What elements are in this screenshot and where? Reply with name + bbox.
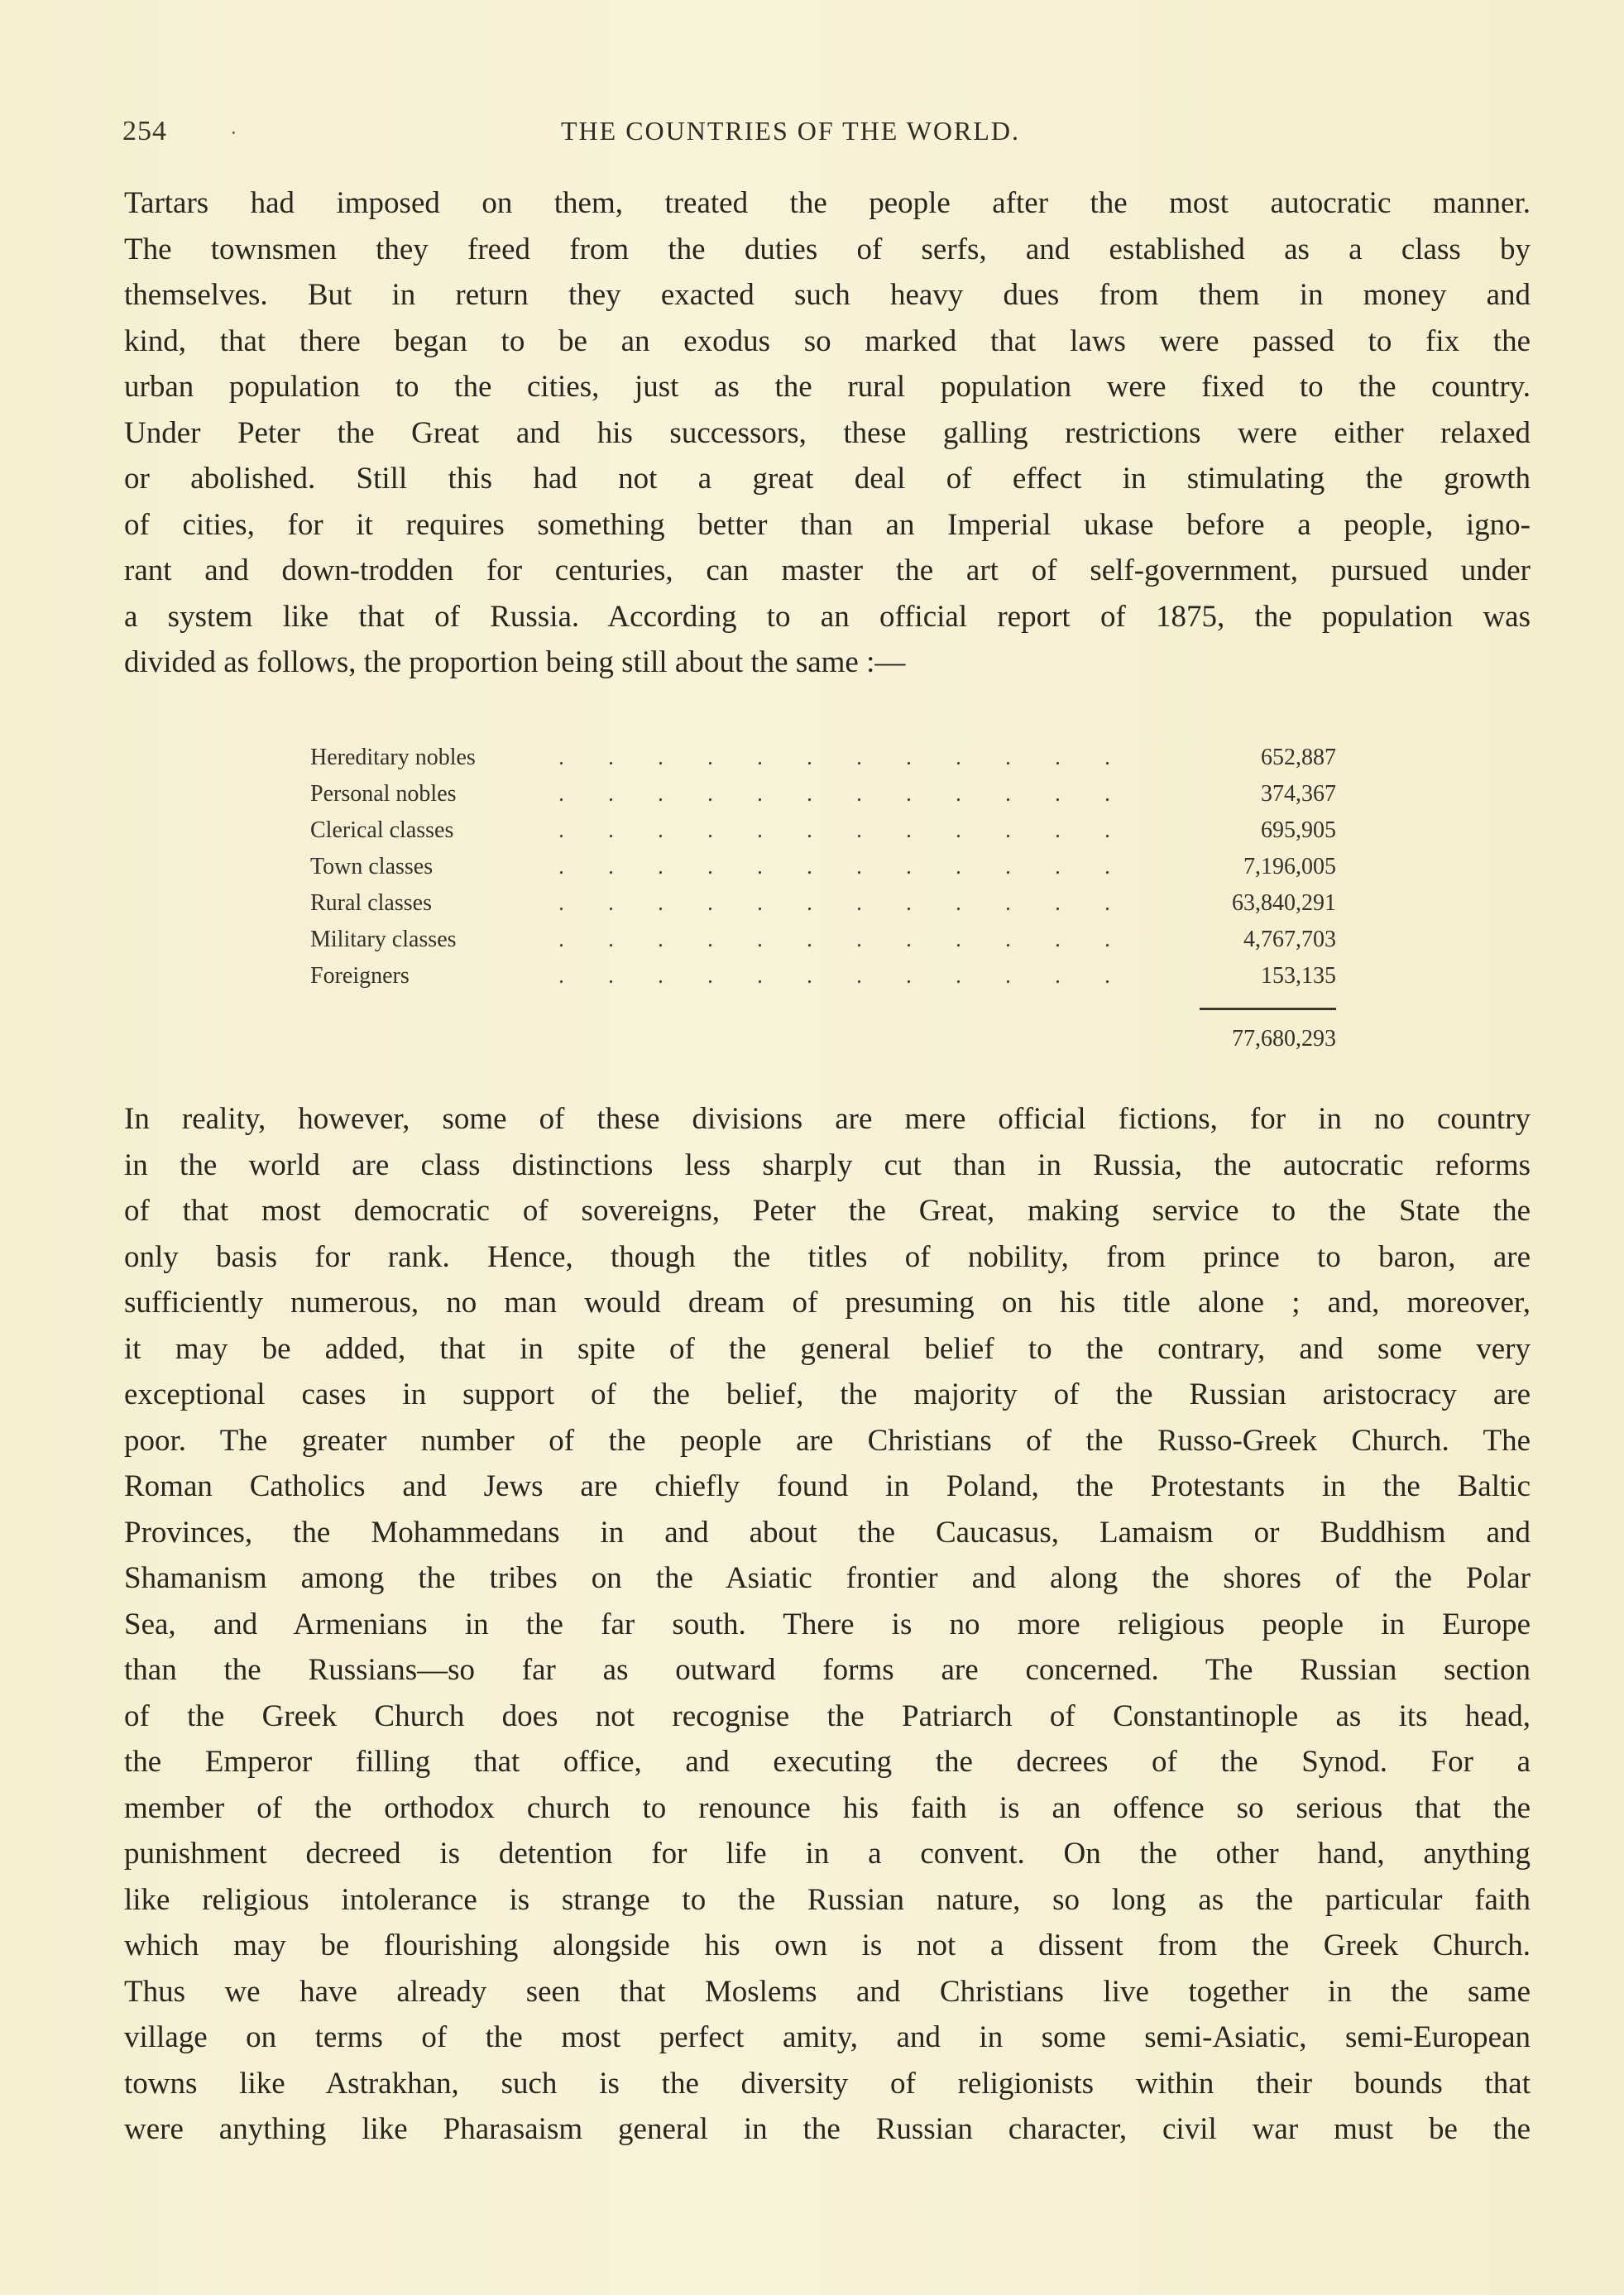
text-line: urban population to the cities, just as the rural population were fixed to the country. [124,370,1531,404]
running-title: THE COUNTRIES OF THE WORLD. [561,116,1021,146]
population-value: 4,767,703 [1243,927,1336,952]
population-value: 63,840,291 [1232,890,1336,916]
dot-leader: . . . . . . . . . . . . [558,963,1129,989]
text-line: village on terms of the most perfect amity, and in some semi-Asiatic, semi-European [124,2020,1531,2054]
text-line: Sea, and Armenians in the far south. There is no more religious people in Europe [124,1607,1531,1641]
text-line: than the Russians—so far as outward forms are concerned. The Russian section [124,1653,1531,1687]
text-line: of the Greek Church does not recognise the Patriarch of Constantinople as its head, [124,1698,1531,1733]
text-line: divided as follows, the proportion being still about the same :— [124,645,906,679]
text-line: of that most democratic of sovereigns, Peter the Great, making service to the State the [124,1194,1531,1228]
population-table [310,745,1336,1052]
text-line: like religious intolerance is strange to the Russian nature, so long as the particular faith [124,1882,1531,1917]
dot-leader: . . . . . . . . . . . . [558,745,1129,770]
class-label: Town classes [310,854,434,879]
text-line: Shamanism among the tribes on the Asiatic frontier and along the shores of the Polar [124,1561,1531,1595]
text-line: themselves. But in return they exacted such heavy dues from them in money and [124,278,1531,312]
text-line: exceptional cases in support of the belief, the majority of the Russian aristocracy are [124,1377,1531,1411]
dot-leader: . . . . . . . . . . . . [558,927,1129,952]
sum-rule [1200,1008,1336,1010]
text-line: Thus we have already seen that Moslems and Christians live together in the same [124,1974,1531,2009]
text-line: The townsmen they freed from the duties of serfs, and established as a class by [124,232,1531,266]
text-line: or abolished. Still this had not a great deal of effect in stimulating the growth [124,462,1531,496]
text-line: Roman Catholics and Jews are chiefly found in Poland, the Protestants in the Baltic [124,1469,1531,1503]
dot-leader: . . . . . . . . . . . . [558,854,1129,879]
text-line: In reality, however, some of these divisions are mere official fictions, for in no country [124,1102,1531,1136]
text-line: a system like that of Russia. According to an official report of 1875, the population was [124,599,1531,634]
table-row [310,927,1336,963]
class-label: Clerical classes [310,817,454,843]
text-line: the Emperor filling that office, and executing the decrees of the Synod. For a [124,1745,1531,1779]
class-label: Rural classes [310,890,432,916]
population-value: 7,196,005 [1243,854,1336,879]
class-label: Personal nobles [310,781,457,807]
dot-leader: . . . . . . . . . . . . [558,890,1129,916]
table-row [310,817,1336,854]
class-label: Military classes [310,927,457,952]
text-line: kind, that there began to be an exodus so marked that laws were passed to fix the [124,323,1531,358]
dot-leader: . . . . . . . . . . . . [558,817,1129,843]
text-line: which may be flourishing alongside his own is not a dissent from the Greek Church. [124,1928,1531,1962]
population-value: 153,135 [1261,963,1336,989]
text-line: Under Peter the Great and his successors, these galling restrictions were either relaxed [124,415,1531,450]
table-row [310,745,1336,781]
table-row [310,963,1336,999]
text-line: Tartars had imposed on them, treated the people after the most autocratic manner. [124,186,1531,220]
text-line: it may be added, that in spite of the general belief to the contrary, and some very [124,1331,1531,1366]
text-line: were anything like Pharasaism general in the Russian character, civil war must be the [124,2112,1531,2146]
table-row [310,781,1336,817]
population-value: 652,887 [1261,745,1336,770]
text-line: sufficiently numerous, no man would dream of presuming on his title alone ; and, moreover, [124,1286,1531,1320]
text-line: punishment decreed is detention for life in a convent. On the other hand, anything [124,1837,1531,1871]
paragraph-religion [124,1096,1531,2153]
running-head [122,116,1529,157]
table-row [310,854,1336,890]
paragraph-class-history [124,180,1531,686]
text-line: member of the orthodox church to renounce his faith is an offence so serious that the [124,1790,1531,1825]
text-line: rant and down-trodden for centuries, can master the art of self-government, pursued under [124,553,1531,587]
population-value: 374,367 [1261,781,1336,807]
text-line: only basis for rank. Hence, though the titles of nobility, from prince to baron, are [124,1239,1531,1274]
dot-leader: . . . . . . . . . . . . [558,781,1129,807]
text-line: poor. The greater number of the people are Christians of the Russo-Greek Church. The [124,1423,1531,1458]
page-dot: · [230,121,237,145]
class-label: Hereditary nobles [310,745,476,770]
table-row [310,890,1336,927]
text-line: towns like Astrakhan, such is the diversity of religionists within their bounds that [124,2066,1531,2101]
population-total: 77,680,293 [1232,1026,1336,1052]
text-line: of cities, for it requires something better than an Imperial ukase before a people, igno- [124,507,1531,542]
class-label: Foreigners [310,963,410,989]
population-value: 695,905 [1261,817,1336,843]
text-line: in the world are class distinctions less sharply cut than in Russia, the autocratic reforms [124,1148,1531,1182]
page-number: 254 [122,116,167,146]
text-line: Provinces, the Mohammedans in and about the Caucasus, Lamaism or Buddhism and [124,1515,1531,1550]
